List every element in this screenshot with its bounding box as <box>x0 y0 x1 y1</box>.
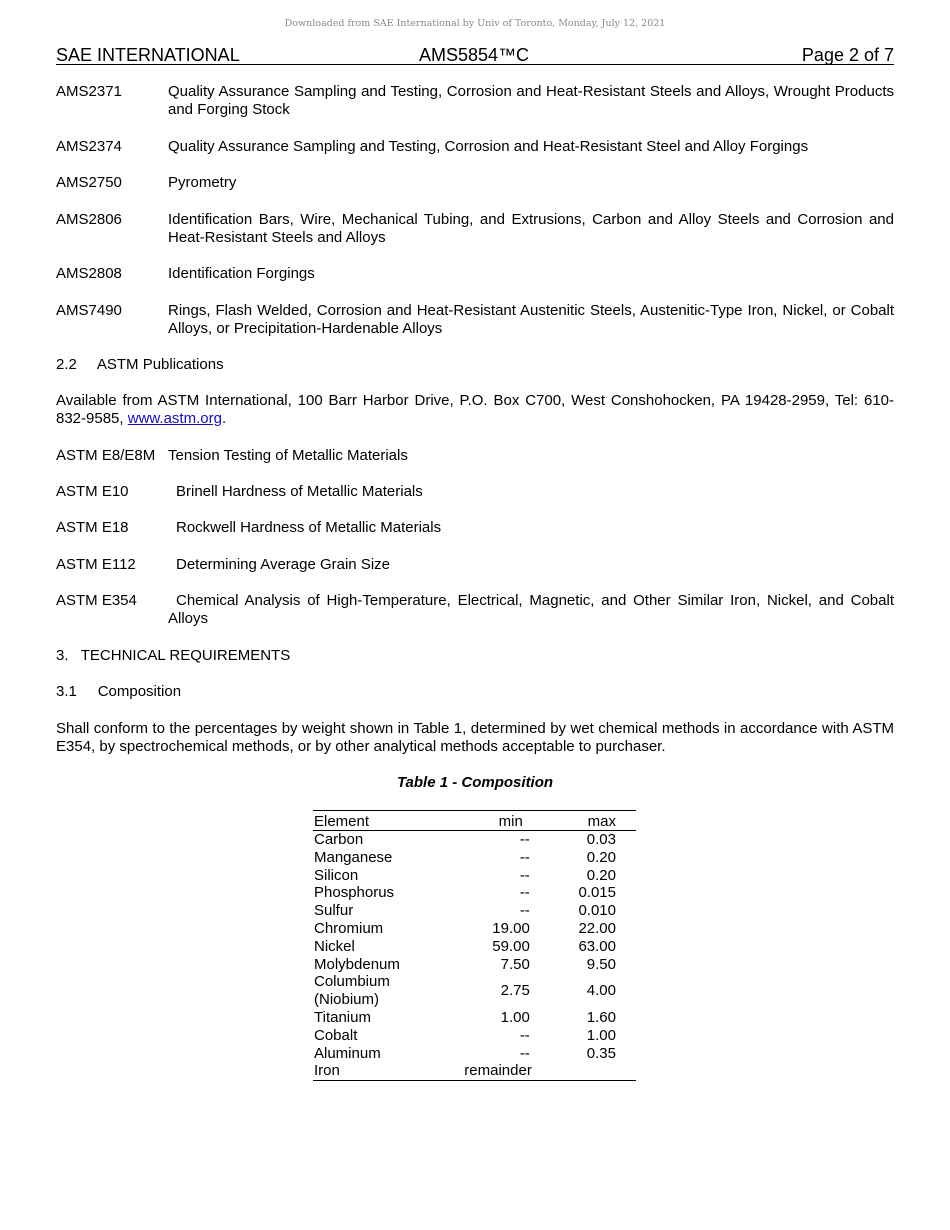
cell-element: Manganese <box>314 848 393 866</box>
cell-max: 0.015 <box>578 884 616 902</box>
reference-item <box>56 592 894 628</box>
astm-section-heading: 2.2 ASTM Publications <box>56 356 224 373</box>
reference-description: Determining Average Grain Size <box>176 556 390 573</box>
cell-max: 63.00 <box>578 937 616 955</box>
astm-availability-paragraph <box>56 392 894 428</box>
cell-max: 0.010 <box>578 902 616 920</box>
cell-max <box>557 1062 636 1080</box>
reference-code: AMS2371 <box>56 83 122 100</box>
reference-item <box>56 174 894 192</box>
table-row <box>313 973 636 1009</box>
cell-element: Phosphorus <box>314 884 395 902</box>
column-header-element: Element <box>313 811 442 831</box>
reference-description: Quality Assurance Sampling and Testing, Corrosion and Heat-Resistant Steels and Alloys, Wrought Products and Forging Stock <box>168 83 894 118</box>
astm-availability-text: Available from ASTM International, 100 Barr Harbor Drive, P.O. Box C700, West Conshohocken, PA 19428-2959, Tel: 610-832-9585, <box>56 392 894 427</box>
cell-element: Molybdenum <box>314 955 400 973</box>
reference-description: Quality Assurance Sampling and Testing, Corrosion and Heat-Resistant Steel and Alloy Forgings <box>168 138 809 155</box>
reference-description: Identification Bars, Wire, Mechanical Tubing, and Extrusions, Carbon and Alloy Steels and Corrosion and Heat-Resistant Steels and Alloys <box>168 211 894 246</box>
reference-item <box>56 483 894 501</box>
composition-table <box>313 810 636 1081</box>
reference-code: ASTM E354 <box>56 592 137 609</box>
cell-element: Carbon <box>314 831 364 848</box>
reference-item <box>56 138 894 156</box>
reference-description: Pyrometry <box>168 174 237 191</box>
cell-element: Sulfur <box>314 902 354 920</box>
table-row <box>313 1045 636 1063</box>
cell-min: -- <box>519 902 530 920</box>
table-row <box>313 849 636 867</box>
table-header-row <box>313 811 636 831</box>
cell-element: Nickel <box>314 937 355 955</box>
reference-description: Chemical Analysis of High-Temperature, Electrical, Magnetic, and Other Similar Iron, Nickel, and Cobalt Alloys <box>168 592 894 627</box>
table-row <box>313 938 636 956</box>
reference-item <box>56 83 894 119</box>
cell-min: -- <box>519 866 530 884</box>
cell-element: Silicon <box>314 866 359 884</box>
header-publisher: SAE INTERNATIONAL <box>56 45 240 65</box>
astm-availability-suffix: . <box>221 410 227 427</box>
reference-code: AMS2750 <box>56 174 122 191</box>
cell-element: Columbium (Niobium) <box>314 973 390 1009</box>
cell-max: 9.50 <box>586 955 616 973</box>
cell-max: 0.03 <box>586 831 616 848</box>
reference-item <box>56 265 894 283</box>
reference-item <box>56 519 894 537</box>
reference-item <box>56 447 894 465</box>
cell-element: Cobalt <box>314 1026 358 1044</box>
reference-code: AMS2808 <box>56 265 122 282</box>
table-row <box>313 831 636 849</box>
reference-code: AMS7490 <box>56 302 122 319</box>
reference-description: Rings, Flash Welded, Corrosion and Heat-Resistant Austenitic Steels, Austenitic-Type Iron, Nickel, or Cobalt Alloys, or Precipitation-Hardenable Alloys <box>168 302 894 337</box>
cell-min: 1.00 <box>500 1008 530 1026</box>
table-row <box>313 1062 636 1080</box>
reference-item <box>56 556 894 574</box>
column-header-min: min <box>442 811 557 831</box>
cell-element: Aluminum <box>314 1044 381 1062</box>
header-document-number: AMS5854™C <box>419 45 530 65</box>
cell-min: -- <box>519 884 530 902</box>
table-caption: Table 1 - Composition <box>396 774 554 791</box>
reference-code: AMS2806 <box>56 211 122 228</box>
cell-min: -- <box>519 1044 530 1062</box>
table-row <box>313 920 636 938</box>
header-page-number: Page 2 of 7 <box>801 45 894 65</box>
column-header-max: max <box>557 811 636 831</box>
cell-max: 0.20 <box>586 848 616 866</box>
table-row <box>313 867 636 885</box>
cell-max: 4.00 <box>586 982 616 1000</box>
reference-code: ASTM E10 <box>56 483 129 500</box>
cell-min: 7.50 <box>500 955 530 973</box>
subsection-heading: 3.1 Composition <box>56 683 182 700</box>
cell-max: 1.60 <box>586 1008 616 1026</box>
reference-description: Rockwell Hardness of Metallic Materials <box>176 519 442 536</box>
table-row <box>313 956 636 974</box>
reference-code: AMS2374 <box>56 138 122 155</box>
composition-paragraph: Shall conform to the percentages by weight shown in Table 1, determined by wet chemical methods in accordance with ASTM E354, by spectrochemical methods, or by other analytical methods acceptable to purchaser. <box>56 720 894 755</box>
table-row <box>313 902 636 920</box>
table-row <box>313 1009 636 1027</box>
reference-code: ASTM E18 <box>56 519 129 536</box>
reference-description: Identification Forgings <box>168 265 315 282</box>
download-watermark: Downloaded from SAE International by Univ of Toronto, Monday, July 12, 2021 <box>284 18 666 29</box>
reference-description: Tension Testing of Metallic Materials <box>168 447 408 464</box>
cell-min: remainder <box>464 1062 532 1080</box>
reference-code: ASTM E8/E8M <box>56 447 156 464</box>
reference-item <box>56 211 894 247</box>
section-heading: 3. TECHNICAL REQUIREMENTS <box>56 647 291 664</box>
cell-max: 22.00 <box>578 919 616 937</box>
cell-min: 19.00 <box>492 919 530 937</box>
table-row <box>313 884 636 902</box>
cell-min: -- <box>519 831 530 848</box>
cell-element: Iron <box>314 1062 340 1080</box>
cell-min: 59.00 <box>492 937 530 955</box>
cell-max: 1.00 <box>586 1026 616 1044</box>
cell-max: 0.35 <box>586 1044 616 1062</box>
reference-code: ASTM E112 <box>56 556 136 573</box>
reference-description: Brinell Hardness of Metallic Materials <box>176 483 423 500</box>
page-header <box>56 44 894 65</box>
cell-min: 2.75 <box>500 982 530 1000</box>
reference-item <box>56 302 894 338</box>
cell-min: -- <box>519 1026 530 1044</box>
cell-max: 0.20 <box>586 866 616 884</box>
astm-website-link[interactable]: www.astm.org <box>127 410 222 427</box>
cell-min: -- <box>519 848 530 866</box>
cell-element: Titanium <box>314 1008 371 1026</box>
table-row <box>313 1027 636 1045</box>
cell-element: Chromium <box>314 919 384 937</box>
